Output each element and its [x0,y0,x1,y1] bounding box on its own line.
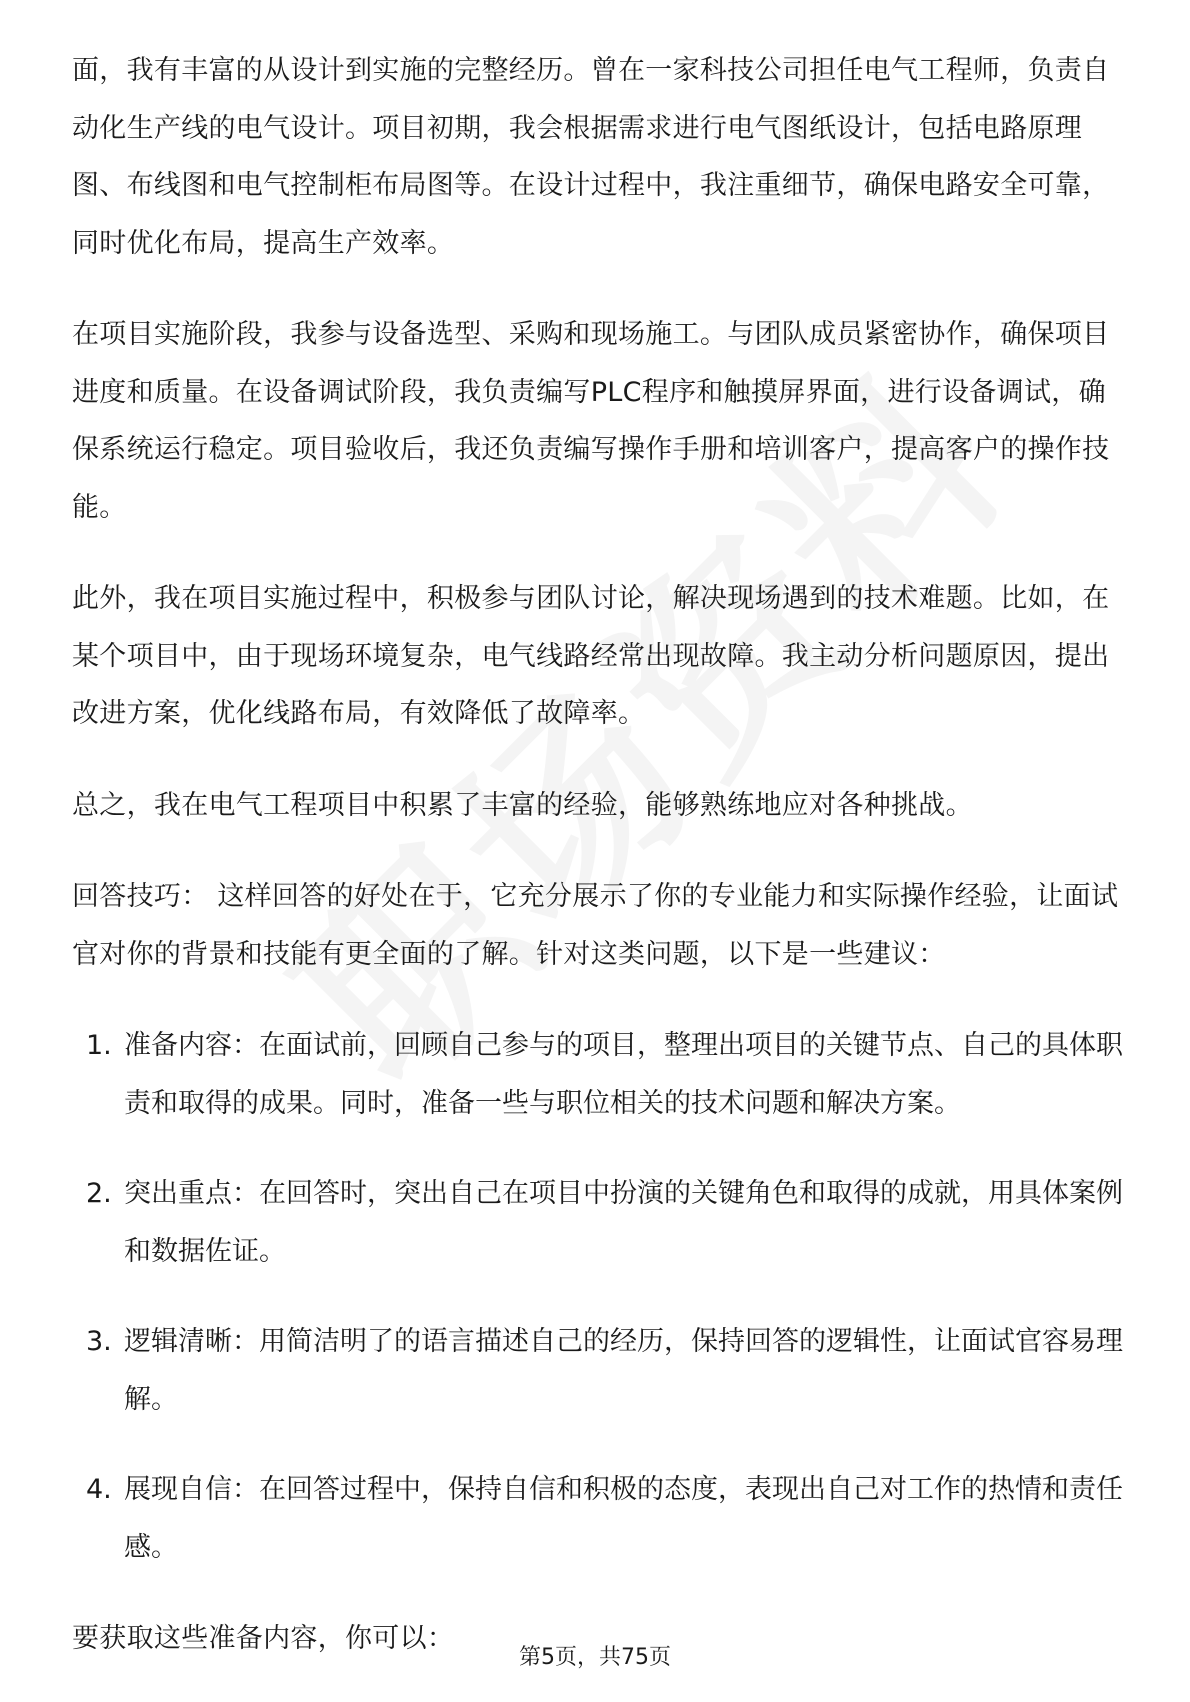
list-number: 3. [86,1326,112,1357]
paragraph-problem-solving: 此外，我在项目实施过程中，积极参与团队讨论，解决现场遇到的技术难题。比如，在某个项目中，由于现场环境复杂，电气线路经常出现故障。我主动分析问题原因，提出改进方案，优化线路布局，有效降低了故障率。 [72,583,1110,729]
tips-list [72,1017,1132,1576]
page-number: 第5页，共75页 [519,1645,671,1670]
list-text: 展现自信：在回答过程中，保持自信和积极的态度，表现出自己对工作的热情和责任感。 [124,1474,1123,1563]
paragraph-implementation: 在项目实施阶段，我参与设备选型、采购和现场施工。与团队成员紧密协作，确保项目进度和质量。在设备调试阶段，我负责编写PLC程序和触摸屏界面，进行设备调试，确保系统运行稳定。项目验收后，我还负责编写操作手册和培训客户，提高客户的操作技能。 [72,319,1110,523]
list-item [72,1461,1132,1576]
list-text: 准备内容：在面试前，回顾自己参与的项目，整理出项目的关键节点、自己的具体职责和取得的成果。同时，准备一些与职位相关的技术问题和解决方案。 [124,1030,1123,1119]
list-text: 突出重点：在回答时，突出自己在项目中扮演的关键角色和取得的成就，用具体案例和数据佐证。 [124,1178,1123,1267]
list-text: 逻辑清晰：用简洁明了的语言描述自己的经历，保持回答的逻辑性，让面试官容易理解。 [124,1326,1123,1415]
paragraph-answer-tips: 回答技巧： 这样回答的好处在于，它充分展示了你的专业能力和实际操作经验，让面试官对你的背景和技能有更全面的了解。针对这类问题，以下是一些建议： [72,881,1119,970]
paragraph-experience: 面，我有丰富的从设计到实施的完整经历。曾在一家科技公司担任电气工程师，负责自动化生产线的电气设计。项目初期，我会根据需求进行电气图纸设计，包括电路原理图、布线图和电气控制柜布局图等。在设计过程中，我注重细节，确保电路安全可靠，同时优化布局，提高生产效率。 [72,55,1110,259]
paragraph-summary: 总之，我在电气工程项目中积累了丰富的经验，能够熟练地应对各种挑战。 [72,789,973,821]
list-item [72,1017,1132,1132]
list-number: 1. [86,1030,112,1061]
list-number: 2. [86,1178,112,1209]
list-item [72,1165,1132,1280]
list-number: 4. [86,1474,112,1505]
page-content [72,42,1132,1702]
list-item [72,1313,1132,1428]
paragraph-closing: 要获取这些准备内容，你可以： [72,1623,455,1654]
